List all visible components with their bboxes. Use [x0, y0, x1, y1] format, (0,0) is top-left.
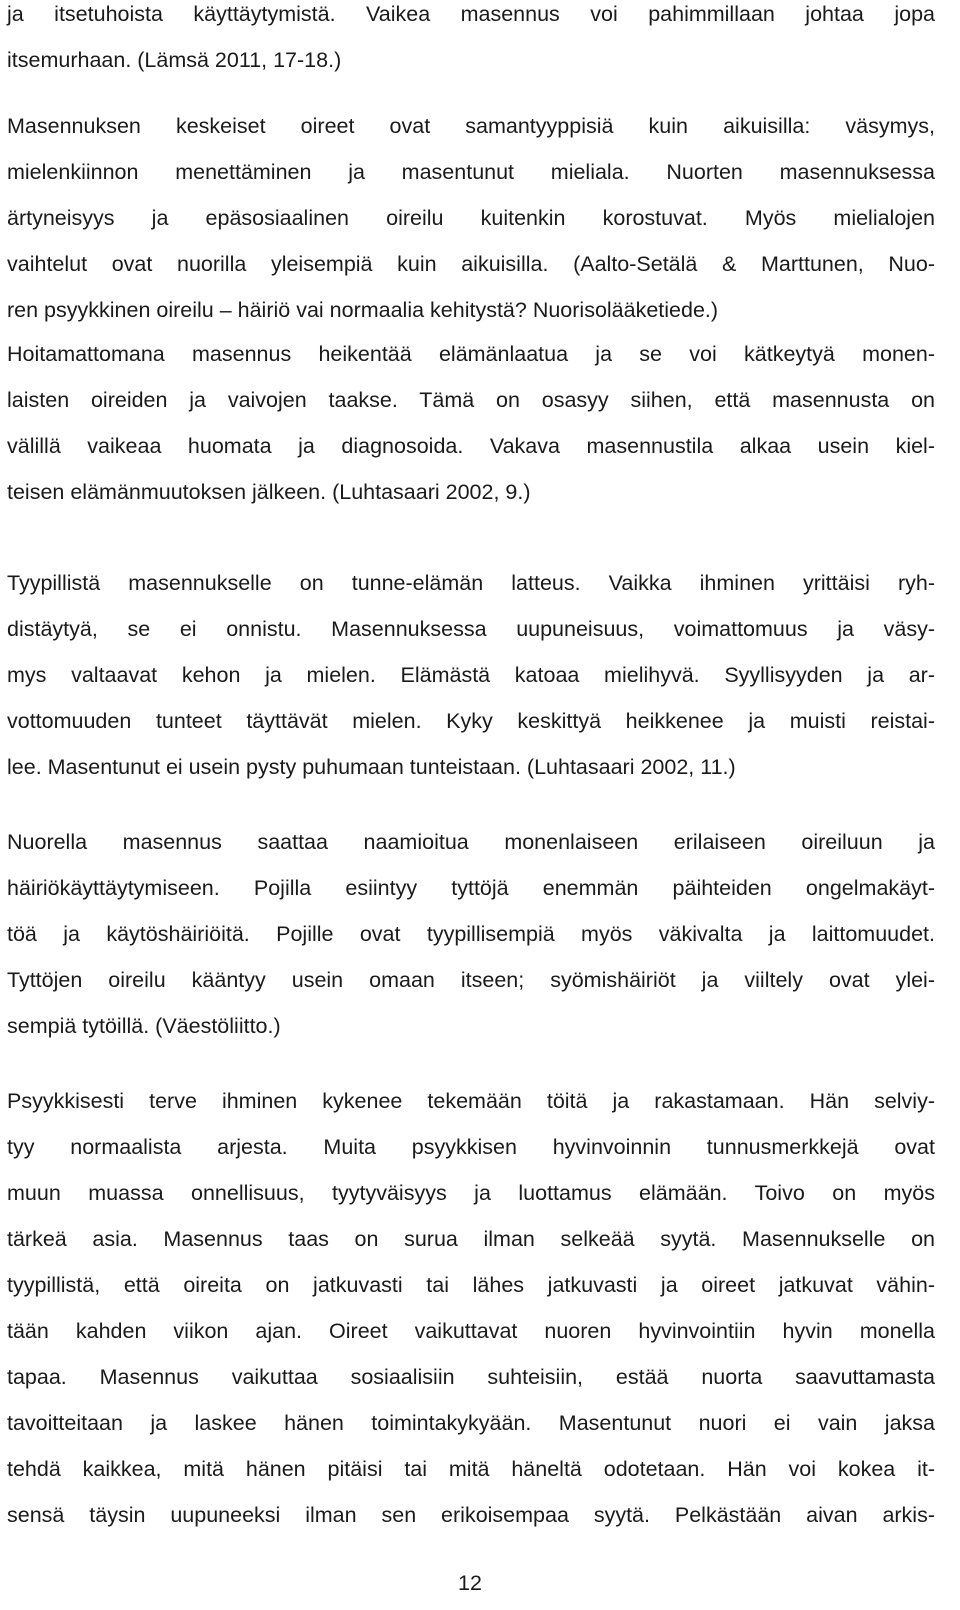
text-line: Psyykkisesti terve ihminen kykenee tekemään töitä ja rakastamaan. Hän selviy-: [7, 1089, 935, 1113]
text-line: distäytyä, se ei onnistu. Masennuksessa uupuneisuus, voimattomuus ja väsy-: [7, 617, 935, 641]
paragraph-4: [7, 560, 935, 790]
paragraph-2: [7, 103, 935, 333]
text-line: tavoitteitaan ja laskee hänen toimintakykyään. Masentunut nuori ei vain jaksa: [7, 1411, 935, 1435]
page-number: 12: [458, 1571, 482, 1595]
text-line: välillä vaikeaa huomata ja diagnosoida. Vakava masennustila alkaa usein kiel-: [7, 434, 935, 458]
text-line: laisten oireiden ja vaivojen taakse. Tämä on osasyy siihen, että masennusta on: [7, 388, 935, 412]
paragraph-3: [7, 331, 935, 515]
text-line: ja itsetuhoista käyttäytymistä. Vaikea masennus voi pahimmillaan johtaa jopa: [7, 2, 935, 26]
paragraph-6: [7, 1078, 935, 1538]
paragraph-5: [7, 819, 935, 1049]
text-line: vottomuuden tunteet täyttävät mielen. Kyky keskittyä heikkenee ja muisti reistai-: [7, 709, 935, 733]
text-line: Nuorella masennus saattaa naamioitua monenlaiseen erilaiseen oireiluun ja: [7, 830, 935, 854]
text-line: teisen elämänmuutoksen jälkeen. (Luhtasaari 2002, 9.): [7, 480, 531, 504]
text-line: mys valtaavat kehon ja mielen. Elämästä katoaa mielihyvä. Syyllisyyden ja ar-: [7, 663, 935, 687]
text-line: ärtyneisyys ja epäsosiaalinen oireilu kuitenkin korostuvat. Myös mielialojen: [7, 206, 935, 230]
text-line: muun muassa onnellisuus, tyytyväisyys ja luottamus elämään. Toivo on myös: [7, 1181, 935, 1205]
text-line: sensä täysin uupuneeksi ilman sen erikoisempaa syytä. Pelkästään aivan arkis-: [7, 1503, 935, 1527]
text-line: tärkeä asia. Masennus taas on surua ilman selkeää syytä. Masennukselle on: [7, 1227, 935, 1251]
text-line: vaihtelut ovat nuorilla yleisempiä kuin aikuisilla. (Aalto-Setälä & Marttunen, Nuo-: [7, 252, 935, 276]
text-line: Masennuksen keskeiset oireet ovat samantyyppisiä kuin aikuisilla: väsymys,: [7, 114, 935, 138]
text-line: tään kahden viikon ajan. Oireet vaikuttavat nuoren hyvinvointiin hyvin monella: [7, 1319, 935, 1343]
text-line: lee. Masentunut ei usein pysty puhumaan tunteistaan. (Luhtasaari 2002, 11.): [7, 755, 736, 779]
text-line: sempiä tytöillä. (Väestöliitto.): [7, 1014, 281, 1038]
text-line: töä ja käytöshäiriöitä. Pojille ovat tyypillisempiä myös väkivalta ja laittomuudet.: [7, 922, 935, 946]
text-line: tehdä kaikkea, mitä hänen pitäisi tai mitä häneltä odotetaan. Hän voi kokea it-: [7, 1457, 935, 1481]
text-line: tapaa. Masennus vaikuttaa sosiaalisiin suhteisiin, estää nuorta saavuttamasta: [7, 1365, 935, 1389]
text-line: häiriökäyttäytymiseen. Pojilla esiintyy tyttöjä enemmän päihteiden ongelmakäyt-: [7, 876, 935, 900]
text-line: Hoitamattomana masennus heikentää elämänlaatua ja se voi kätkeytyä monen-: [7, 342, 935, 366]
text-line: itsemurhaan. (Lämsä 2011, 17-18.): [7, 48, 342, 72]
text-line: mielenkiinnon menettäminen ja masentunut mieliala. Nuorten masennuksessa: [7, 160, 935, 184]
text-line: Tyypillistä masennukselle on tunne-elämän latteus. Vaikka ihminen yrittäisi ryh-: [7, 571, 935, 595]
paragraph-1: [7, 0, 935, 83]
text-line: ren psyykkinen oireilu – häiriö vai normaalia kehitystä? Nuorisolääketiede.): [7, 298, 719, 322]
text-line: tyypillistä, että oireita on jatkuvasti tai lähes jatkuvasti ja oireet jatkuvat vähin-: [7, 1273, 935, 1297]
text-line: tyy normaalista arjesta. Muita psyykkisen hyvinvoinnin tunnusmerkkejä ovat: [7, 1135, 935, 1159]
text-line: Tyttöjen oireilu kääntyy usein omaan itseen; syömishäiriöt ja viiltely ovat ylei-: [7, 968, 935, 992]
